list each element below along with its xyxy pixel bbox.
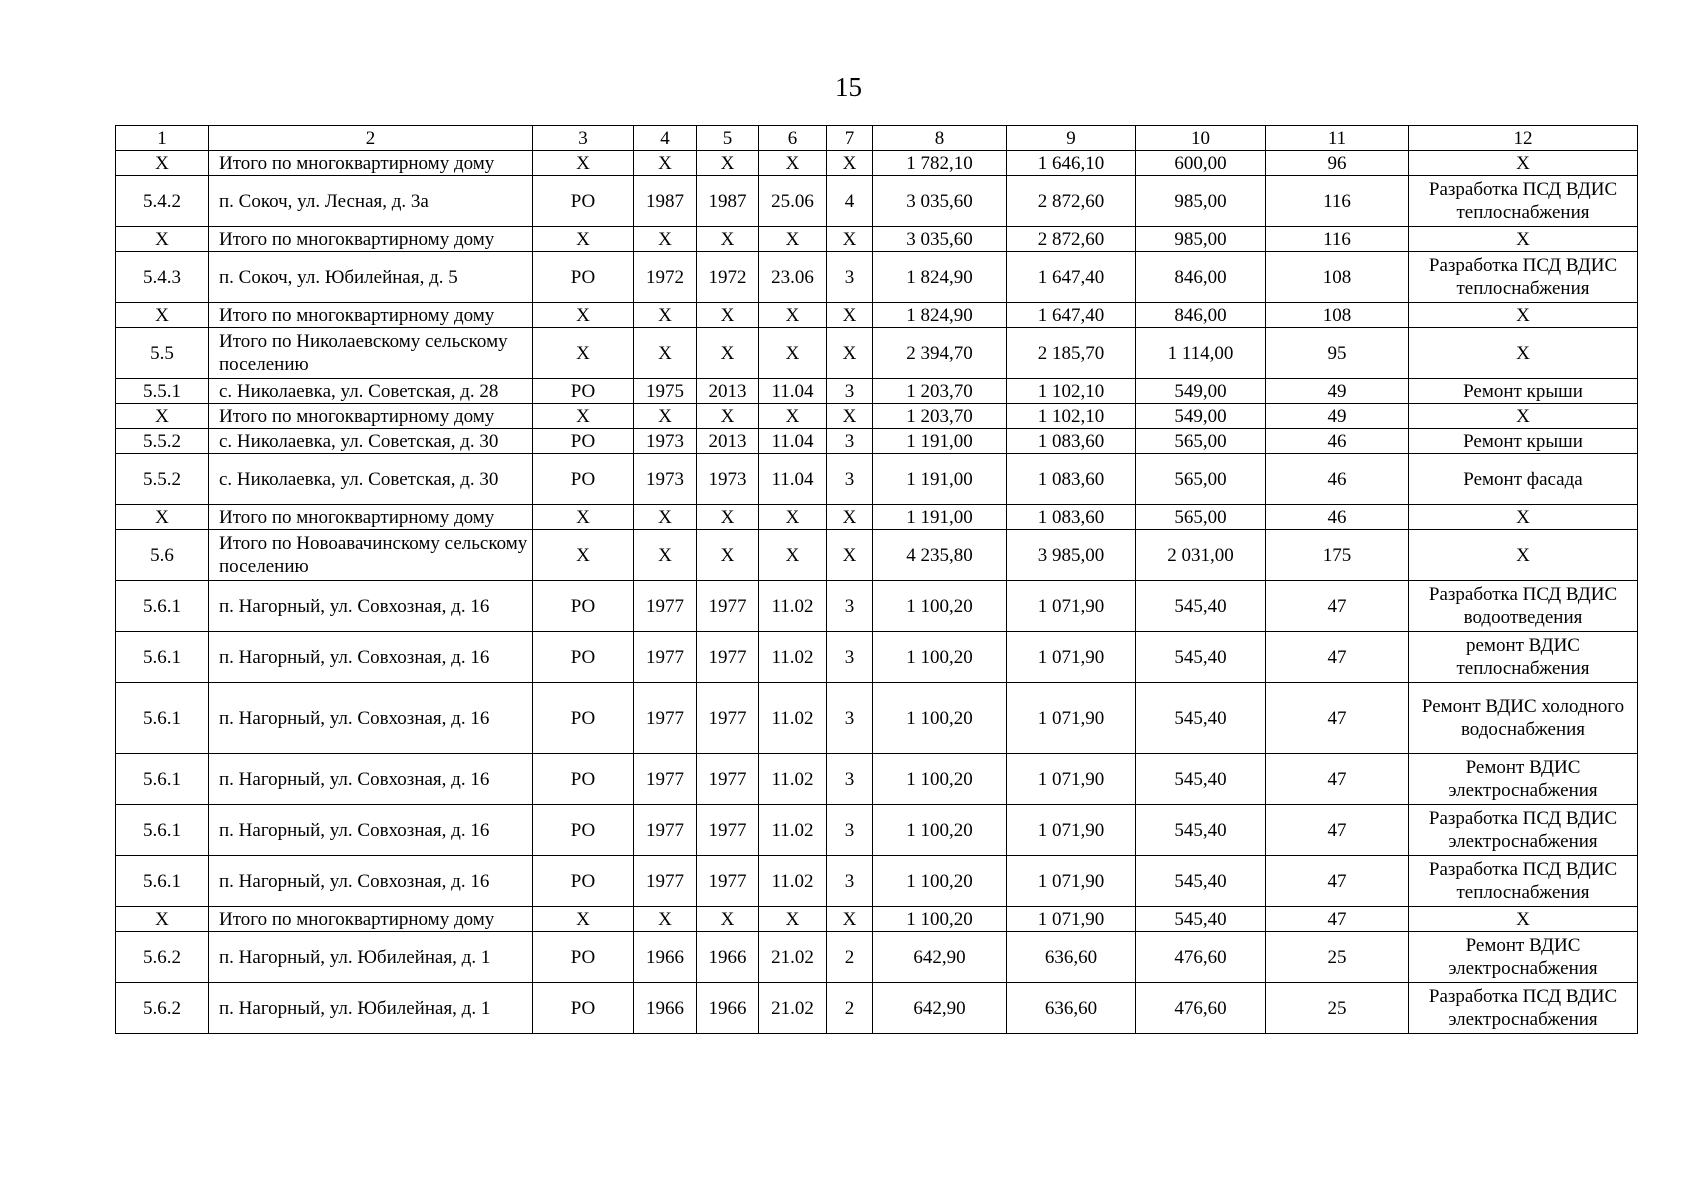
table-row <box>116 856 1638 907</box>
code-cell: X <box>759 907 827 932</box>
other-area-cell: 545,40 <box>1136 805 1266 856</box>
total-area-cell: 1 203,70 <box>873 404 1007 429</box>
total-area-cell: 3 035,60 <box>873 227 1007 252</box>
column-number: 5 <box>697 126 759 151</box>
owner-type-cell: РО <box>533 454 634 505</box>
living-area-cell: 1 071,90 <box>1007 856 1136 907</box>
other-area-cell: 565,00 <box>1136 454 1266 505</box>
row-number: X <box>116 404 209 429</box>
other-area-cell: 1 114,00 <box>1136 328 1266 379</box>
floors-cell: 4 <box>827 176 873 227</box>
code-cell: X <box>759 505 827 530</box>
row-number: X <box>116 151 209 176</box>
commission-year-cell: X <box>697 227 759 252</box>
floors-cell: 3 <box>827 581 873 632</box>
residents-cell: 47 <box>1266 754 1409 805</box>
owner-type-cell: X <box>533 505 634 530</box>
commission-year-cell: 1977 <box>697 683 759 754</box>
floors-cell: X <box>827 505 873 530</box>
other-area-cell: 549,00 <box>1136 404 1266 429</box>
other-area-cell: 846,00 <box>1136 252 1266 303</box>
living-area-cell: 636,60 <box>1007 983 1136 1034</box>
table-row <box>116 932 1638 983</box>
total-area-cell: 642,90 <box>873 983 1007 1034</box>
commission-year-cell: X <box>697 328 759 379</box>
column-number: 6 <box>759 126 827 151</box>
owner-type-cell: РО <box>533 581 634 632</box>
address-cell: п. Сокоч, ул. Юбилейная, д. 5 <box>209 252 533 303</box>
total-area-cell: 1 100,20 <box>873 754 1007 805</box>
residents-cell: 49 <box>1266 379 1409 404</box>
code-cell: 11.04 <box>759 379 827 404</box>
address-cell: п. Нагорный, ул. Совхозная, д. 16 <box>209 632 533 683</box>
work-type-cell: X <box>1409 328 1638 379</box>
table-row <box>116 805 1638 856</box>
floors-cell: X <box>827 404 873 429</box>
owner-type-cell: X <box>533 328 634 379</box>
residents-cell: 46 <box>1266 454 1409 505</box>
page-number: 15 <box>835 72 862 102</box>
total-area-cell: 1 191,00 <box>873 505 1007 530</box>
commission-year-cell: 1966 <box>697 932 759 983</box>
living-area-cell: 2 185,70 <box>1007 328 1136 379</box>
build-year-cell: 1977 <box>634 754 697 805</box>
total-area-cell: 2 394,70 <box>873 328 1007 379</box>
residents-cell: 25 <box>1266 983 1409 1034</box>
build-year-cell: 1975 <box>634 379 697 404</box>
other-area-cell: 476,60 <box>1136 983 1266 1034</box>
code-cell: X <box>759 404 827 429</box>
owner-type-cell: X <box>533 227 634 252</box>
total-area-cell: 1 191,00 <box>873 454 1007 505</box>
table-row <box>116 754 1638 805</box>
code-cell: 11.04 <box>759 429 827 454</box>
build-year-cell: 1966 <box>634 932 697 983</box>
column-number: 10 <box>1136 126 1266 151</box>
build-year-cell: X <box>634 227 697 252</box>
work-type-cell: ремонт ВДИС теплоснабжения <box>1409 632 1638 683</box>
column-number: 9 <box>1007 126 1136 151</box>
residents-cell: 46 <box>1266 429 1409 454</box>
other-area-cell: 600,00 <box>1136 151 1266 176</box>
commission-year-cell: 1973 <box>697 454 759 505</box>
commission-year-cell: X <box>697 303 759 328</box>
address-cell: Итого по Николаевскому сельскому поселению <box>209 328 533 379</box>
row-number: 5.6.2 <box>116 932 209 983</box>
owner-type-cell: РО <box>533 379 634 404</box>
code-cell: 11.02 <box>759 856 827 907</box>
residents-cell: 47 <box>1266 907 1409 932</box>
address-cell: п. Нагорный, ул. Юбилейная, д. 1 <box>209 983 533 1034</box>
commission-year-cell: X <box>697 505 759 530</box>
living-area-cell: 1 071,90 <box>1007 754 1136 805</box>
code-cell: 11.04 <box>759 454 827 505</box>
address-cell: Итого по многоквартирному дому <box>209 907 533 932</box>
address-cell: с. Николаевка, ул. Советская, д. 30 <box>209 429 533 454</box>
commission-year-cell: X <box>697 151 759 176</box>
code-cell: X <box>759 328 827 379</box>
row-number: X <box>116 303 209 328</box>
other-area-cell: 565,00 <box>1136 505 1266 530</box>
column-number: 12 <box>1409 126 1638 151</box>
row-number: X <box>116 907 209 932</box>
floors-cell: X <box>827 530 873 581</box>
living-area-cell: 1 102,10 <box>1007 379 1136 404</box>
work-type-cell: Ремонт ВДИС электроснабжения <box>1409 754 1638 805</box>
work-type-cell: Ремонт ВДИС холодного водоснабжения <box>1409 683 1638 754</box>
address-cell: п. Нагорный, ул. Совхозная, д. 16 <box>209 805 533 856</box>
column-number: 3 <box>533 126 634 151</box>
table-row <box>116 632 1638 683</box>
owner-type-cell: X <box>533 151 634 176</box>
column-number: 7 <box>827 126 873 151</box>
floors-cell: X <box>827 227 873 252</box>
residents-cell: 47 <box>1266 581 1409 632</box>
build-year-cell: X <box>634 328 697 379</box>
owner-type-cell: РО <box>533 856 634 907</box>
residents-cell: 96 <box>1266 151 1409 176</box>
owner-type-cell: РО <box>533 252 634 303</box>
other-area-cell: 565,00 <box>1136 429 1266 454</box>
build-year-cell: X <box>634 530 697 581</box>
table-row <box>116 429 1638 454</box>
build-year-cell: 1973 <box>634 429 697 454</box>
address-cell: Итого по многоквартирному дому <box>209 303 533 328</box>
owner-type-cell: РО <box>533 632 634 683</box>
other-area-cell: 545,40 <box>1136 581 1266 632</box>
work-type-cell: Ремонт крыши <box>1409 379 1638 404</box>
living-area-cell: 2 872,60 <box>1007 227 1136 252</box>
total-area-cell: 1 100,20 <box>873 632 1007 683</box>
living-area-cell: 1 083,60 <box>1007 505 1136 530</box>
code-cell: 11.02 <box>759 754 827 805</box>
owner-type-cell: X <box>533 404 634 429</box>
living-area-cell: 1 102,10 <box>1007 404 1136 429</box>
housing-repair-table <box>115 125 1638 1034</box>
total-area-cell: 3 035,60 <box>873 176 1007 227</box>
address-cell: п. Сокоч, ул. Лесная, д. 3а <box>209 176 533 227</box>
floors-cell: 3 <box>827 632 873 683</box>
total-area-cell: 1 203,70 <box>873 379 1007 404</box>
row-number: 5.4.2 <box>116 176 209 227</box>
living-area-cell: 1 647,40 <box>1007 303 1136 328</box>
floors-cell: X <box>827 328 873 379</box>
commission-year-cell: 1972 <box>697 252 759 303</box>
total-area-cell: 1 191,00 <box>873 429 1007 454</box>
work-type-cell: X <box>1409 227 1638 252</box>
residents-cell: 95 <box>1266 328 1409 379</box>
address-cell: Итого по Новоавачинскому сельскому поселению <box>209 530 533 581</box>
address-cell: Итого по многоквартирному дому <box>209 227 533 252</box>
column-number: 11 <box>1266 126 1409 151</box>
column-number: 4 <box>634 126 697 151</box>
build-year-cell: 1977 <box>634 632 697 683</box>
other-area-cell: 545,40 <box>1136 632 1266 683</box>
row-number: X <box>116 505 209 530</box>
row-number: 5.6.1 <box>116 754 209 805</box>
address-cell: п. Нагорный, ул. Совхозная, д. 16 <box>209 683 533 754</box>
total-area-cell: 1 824,90 <box>873 303 1007 328</box>
living-area-cell: 1 083,60 <box>1007 454 1136 505</box>
other-area-cell: 476,60 <box>1136 932 1266 983</box>
build-year-cell: 1977 <box>634 856 697 907</box>
other-area-cell: 545,40 <box>1136 856 1266 907</box>
commission-year-cell: X <box>697 404 759 429</box>
work-type-cell: X <box>1409 404 1638 429</box>
commission-year-cell: 1977 <box>697 754 759 805</box>
code-cell: 11.02 <box>759 683 827 754</box>
work-type-cell: Разработка ПСД ВДИС теплоснабжения <box>1409 176 1638 227</box>
floors-cell: 2 <box>827 983 873 1034</box>
address-cell: Итого по многоквартирному дому <box>209 505 533 530</box>
table-row <box>116 303 1638 328</box>
other-area-cell: 549,00 <box>1136 379 1266 404</box>
commission-year-cell: 1977 <box>697 805 759 856</box>
table-row <box>116 328 1638 379</box>
living-area-cell: 1 071,90 <box>1007 683 1136 754</box>
table-row <box>116 505 1638 530</box>
living-area-cell: 1 646,10 <box>1007 151 1136 176</box>
column-number-row <box>116 126 1638 151</box>
owner-type-cell: X <box>533 303 634 328</box>
table-row <box>116 581 1638 632</box>
work-type-cell: Разработка ПСД ВДИС теплоснабжения <box>1409 252 1638 303</box>
other-area-cell: 2 031,00 <box>1136 530 1266 581</box>
residents-cell: 175 <box>1266 530 1409 581</box>
residents-cell: 25 <box>1266 932 1409 983</box>
work-type-cell: Ремонт фасада <box>1409 454 1638 505</box>
floors-cell: 3 <box>827 805 873 856</box>
row-number: 5.5.2 <box>116 454 209 505</box>
table-row <box>116 227 1638 252</box>
code-cell: X <box>759 151 827 176</box>
commission-year-cell: 1987 <box>697 176 759 227</box>
floors-cell: X <box>827 151 873 176</box>
row-number: 5.5.2 <box>116 429 209 454</box>
table-row <box>116 683 1638 754</box>
address-cell: п. Нагорный, ул. Совхозная, д. 16 <box>209 581 533 632</box>
residents-cell: 116 <box>1266 176 1409 227</box>
residents-cell: 47 <box>1266 683 1409 754</box>
commission-year-cell: X <box>697 530 759 581</box>
table-row <box>116 454 1638 505</box>
work-type-cell: X <box>1409 907 1638 932</box>
row-number: 5.6.1 <box>116 581 209 632</box>
work-type-cell: Ремонт ВДИС электроснабжения <box>1409 932 1638 983</box>
floors-cell: 3 <box>827 429 873 454</box>
table-row <box>116 983 1638 1034</box>
owner-type-cell: РО <box>533 176 634 227</box>
residents-cell: 108 <box>1266 252 1409 303</box>
row-number: 5.6 <box>116 530 209 581</box>
build-year-cell: 1987 <box>634 176 697 227</box>
table-row <box>116 530 1638 581</box>
table-row <box>116 379 1638 404</box>
living-area-cell: 3 985,00 <box>1007 530 1136 581</box>
commission-year-cell: 1977 <box>697 581 759 632</box>
other-area-cell: 846,00 <box>1136 303 1266 328</box>
build-year-cell: 1973 <box>634 454 697 505</box>
code-cell: X <box>759 530 827 581</box>
owner-type-cell: X <box>533 530 634 581</box>
residents-cell: 47 <box>1266 856 1409 907</box>
other-area-cell: 545,40 <box>1136 907 1266 932</box>
owner-type-cell: РО <box>533 932 634 983</box>
total-area-cell: 1 100,20 <box>873 805 1007 856</box>
work-type-cell: Разработка ПСД ВДИС электроснабжения <box>1409 805 1638 856</box>
living-area-cell: 636,60 <box>1007 932 1136 983</box>
total-area-cell: 1 100,20 <box>873 907 1007 932</box>
row-number: 5.4.3 <box>116 252 209 303</box>
table-row <box>116 252 1638 303</box>
residents-cell: 116 <box>1266 227 1409 252</box>
address-cell: Итого по многоквартирному дому <box>209 151 533 176</box>
address-cell: с. Николаевка, ул. Советская, д. 28 <box>209 379 533 404</box>
row-number: X <box>116 227 209 252</box>
other-area-cell: 985,00 <box>1136 227 1266 252</box>
total-area-cell: 642,90 <box>873 932 1007 983</box>
total-area-cell: 1 100,20 <box>873 581 1007 632</box>
floors-cell: 3 <box>827 754 873 805</box>
row-number: 5.6.2 <box>116 983 209 1034</box>
other-area-cell: 985,00 <box>1136 176 1266 227</box>
table-row <box>116 907 1638 932</box>
residents-cell: 108 <box>1266 303 1409 328</box>
owner-type-cell: РО <box>533 983 634 1034</box>
commission-year-cell: 2013 <box>697 379 759 404</box>
total-area-cell: 1 100,20 <box>873 683 1007 754</box>
commission-year-cell: 1966 <box>697 983 759 1034</box>
work-type-cell: Разработка ПСД ВДИС теплоснабжения <box>1409 856 1638 907</box>
residents-cell: 49 <box>1266 404 1409 429</box>
work-type-cell: X <box>1409 151 1638 176</box>
residents-cell: 46 <box>1266 505 1409 530</box>
other-area-cell: 545,40 <box>1136 754 1266 805</box>
code-cell: 11.02 <box>759 632 827 683</box>
work-type-cell: X <box>1409 530 1638 581</box>
code-cell: 11.02 <box>759 805 827 856</box>
work-type-cell: X <box>1409 505 1638 530</box>
row-number: 5.5 <box>116 328 209 379</box>
code-cell: 21.02 <box>759 932 827 983</box>
residents-cell: 47 <box>1266 632 1409 683</box>
table-row <box>116 151 1638 176</box>
commission-year-cell: 2013 <box>697 429 759 454</box>
code-cell: 21.02 <box>759 983 827 1034</box>
address-cell: п. Нагорный, ул. Совхозная, д. 16 <box>209 754 533 805</box>
address-cell: с. Николаевка, ул. Советская, д. 30 <box>209 454 533 505</box>
living-area-cell: 2 872,60 <box>1007 176 1136 227</box>
code-cell: 25.06 <box>759 176 827 227</box>
owner-type-cell: РО <box>533 683 634 754</box>
code-cell: X <box>759 303 827 328</box>
row-number: 5.6.1 <box>116 805 209 856</box>
living-area-cell: 1 071,90 <box>1007 581 1136 632</box>
row-number: 5.6.1 <box>116 856 209 907</box>
floors-cell: X <box>827 907 873 932</box>
code-cell: 23.06 <box>759 252 827 303</box>
total-area-cell: 1 824,90 <box>873 252 1007 303</box>
build-year-cell: X <box>634 404 697 429</box>
living-area-cell: 1 071,90 <box>1007 805 1136 856</box>
build-year-cell: 1966 <box>634 983 697 1034</box>
other-area-cell: 545,40 <box>1136 683 1266 754</box>
commission-year-cell: X <box>697 907 759 932</box>
row-number: 5.5.1 <box>116 379 209 404</box>
owner-type-cell: РО <box>533 805 634 856</box>
code-cell: 11.02 <box>759 581 827 632</box>
living-area-cell: 1 071,90 <box>1007 907 1136 932</box>
build-year-cell: X <box>634 907 697 932</box>
address-cell: Итого по многоквартирному дому <box>209 404 533 429</box>
floors-cell: 2 <box>827 932 873 983</box>
owner-type-cell: X <box>533 907 634 932</box>
column-number: 1 <box>116 126 209 151</box>
row-number: 5.6.1 <box>116 683 209 754</box>
address-cell: п. Нагорный, ул. Совхозная, д. 16 <box>209 856 533 907</box>
total-area-cell: 4 235,80 <box>873 530 1007 581</box>
living-area-cell: 1 647,40 <box>1007 252 1136 303</box>
build-year-cell: 1977 <box>634 581 697 632</box>
residents-cell: 47 <box>1266 805 1409 856</box>
floors-cell: 3 <box>827 379 873 404</box>
address-cell: п. Нагорный, ул. Юбилейная, д. 1 <box>209 932 533 983</box>
living-area-cell: 1 083,60 <box>1007 429 1136 454</box>
owner-type-cell: РО <box>533 429 634 454</box>
commission-year-cell: 1977 <box>697 856 759 907</box>
owner-type-cell: РО <box>533 754 634 805</box>
build-year-cell: 1977 <box>634 683 697 754</box>
table-row <box>116 404 1638 429</box>
floors-cell: 3 <box>827 252 873 303</box>
floors-cell: X <box>827 303 873 328</box>
commission-year-cell: 1977 <box>697 632 759 683</box>
total-area-cell: 1 782,10 <box>873 151 1007 176</box>
table-body <box>116 126 1638 1034</box>
column-number: 2 <box>209 126 533 151</box>
code-cell: X <box>759 227 827 252</box>
work-type-cell: Разработка ПСД ВДИС водоотведения <box>1409 581 1638 632</box>
build-year-cell: X <box>634 505 697 530</box>
row-number: 5.6.1 <box>116 632 209 683</box>
build-year-cell: 1977 <box>634 805 697 856</box>
floors-cell: 3 <box>827 683 873 754</box>
floors-cell: 3 <box>827 856 873 907</box>
total-area-cell: 1 100,20 <box>873 856 1007 907</box>
build-year-cell: X <box>634 303 697 328</box>
work-type-cell: X <box>1409 303 1638 328</box>
floors-cell: 3 <box>827 454 873 505</box>
column-number: 8 <box>873 126 1007 151</box>
living-area-cell: 1 071,90 <box>1007 632 1136 683</box>
build-year-cell: X <box>634 151 697 176</box>
work-type-cell: Ремонт крыши <box>1409 429 1638 454</box>
table-row <box>116 176 1638 227</box>
build-year-cell: 1972 <box>634 252 697 303</box>
work-type-cell: Разработка ПСД ВДИС электроснабжения <box>1409 983 1638 1034</box>
